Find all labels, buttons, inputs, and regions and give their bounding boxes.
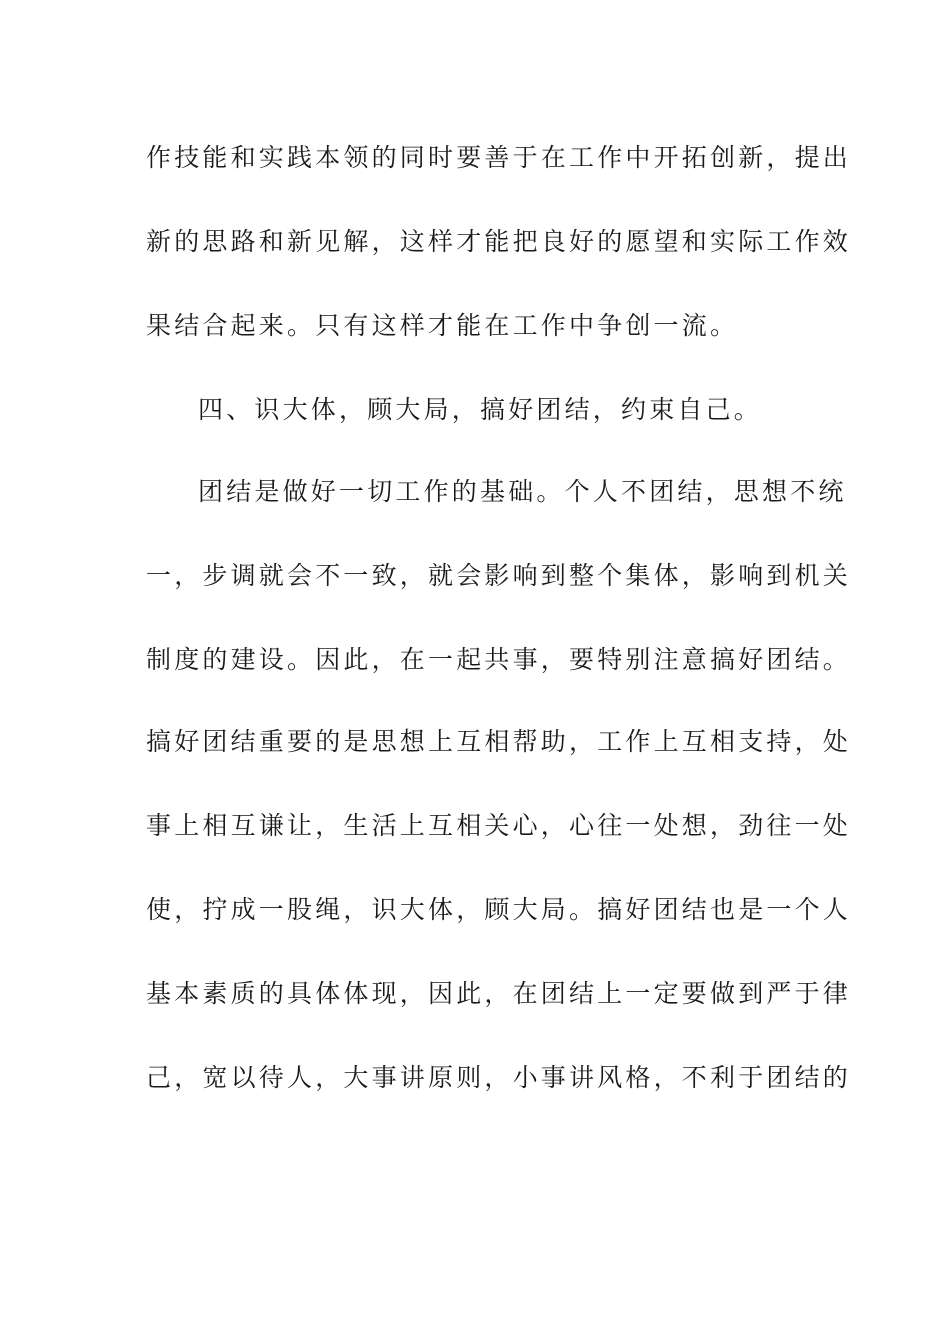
paragraph-line: 使，拧成一股绳，识大体，顾大局。搞好团结也是一个人 — [146, 895, 852, 924]
paragraph-line: 制度的建设。因此，在一起共事，要特别注意搞好团结。 — [146, 645, 852, 674]
paragraph-line: 事上相互谦让，生活上互相关心，心往一处想，劲往一处 — [146, 811, 852, 840]
paragraph-line: 己，宽以待人，大事讲原则，小事讲风格，不利于团结的 — [146, 1063, 852, 1092]
paragraph-line: 果结合起来。只有这样才能在工作中争创一流。 — [146, 311, 739, 340]
paragraph-first-line: 团结是做好一切工作的基础。个人不团结，思想不统 — [198, 477, 847, 506]
paragraph-line: 新的思路和新见解，这样才能把良好的愿望和实际工作效 — [146, 227, 852, 256]
paragraph-line: 作技能和实践本领的同时要善于在工作中开拓创新，提出 — [146, 143, 852, 172]
section-heading: 四、识大体，顾大局，搞好团结，约束自己。 — [198, 395, 763, 424]
paragraph-line: 基本素质的具体体现，因此，在团结上一定要做到严于律 — [146, 979, 852, 1008]
paragraph-line: 一，步调就会不一致，就会影响到整个集体，影响到机关 — [146, 561, 852, 590]
paragraph-line: 搞好团结重要的是思想上互相帮助，工作上互相支持，处 — [146, 727, 852, 756]
